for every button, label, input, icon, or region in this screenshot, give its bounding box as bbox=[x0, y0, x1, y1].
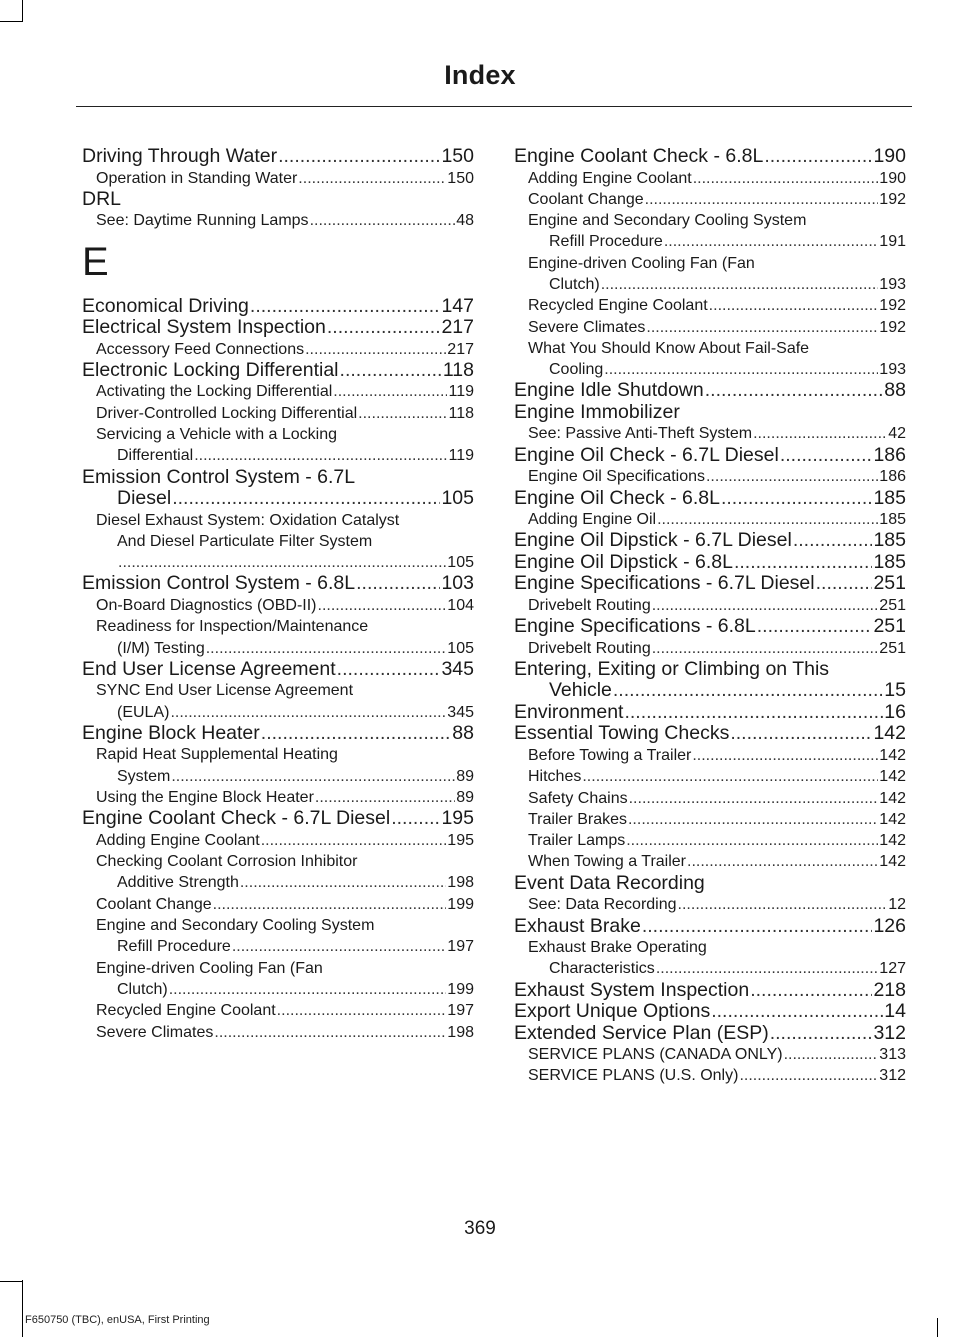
entry-page: 197 bbox=[447, 1002, 474, 1020]
index-entry bbox=[514, 466, 906, 487]
entry-text: Engine Coolant Check - 6.8L bbox=[514, 145, 764, 167]
crop-mark-bottom-left bbox=[22, 1280, 23, 1337]
index-entry bbox=[82, 1022, 474, 1043]
dot-leader bbox=[750, 980, 872, 1002]
entry-text: Safety Chains bbox=[528, 789, 628, 807]
entry-text: Engine Coolant Check - 6.7L Diesel bbox=[82, 807, 391, 830]
entry-text: SERVICE PLANS (U.S. Only) bbox=[528, 1067, 739, 1085]
index-entry: Checking Coolant Corrosion Inhibitor bbox=[96, 853, 358, 871]
entry-text: Drivebelt Routing bbox=[528, 596, 651, 614]
entry-text: Vehicle bbox=[549, 679, 612, 702]
index-entry bbox=[82, 339, 474, 360]
entry-text: Driver-Controlled Locking Differential bbox=[96, 404, 358, 422]
entry-page: 191 bbox=[879, 233, 906, 251]
footer-text: F650750 (TBC), enUSA, First Printing bbox=[25, 1314, 210, 1326]
entry-page: 185 bbox=[873, 550, 906, 573]
entry-text: Adding Engine Oil bbox=[528, 511, 657, 529]
index-entry bbox=[514, 702, 906, 724]
index-entry bbox=[514, 445, 906, 467]
entry-text: Adding Engine Coolant bbox=[528, 169, 692, 187]
section-letter: E bbox=[82, 239, 109, 284]
entry-page: 186 bbox=[873, 443, 906, 466]
index-entry bbox=[82, 936, 474, 957]
dot-leader bbox=[118, 552, 446, 573]
index-entry bbox=[514, 1023, 906, 1045]
entry-page: 251 bbox=[879, 639, 906, 657]
entry-text: (I/M) Testing bbox=[117, 639, 205, 657]
dot-leader bbox=[706, 466, 878, 487]
crop-mark-top-left bbox=[22, 0, 23, 22]
entry-page: 88 bbox=[884, 379, 906, 402]
dot-leader bbox=[340, 360, 442, 382]
entry-text: Refill Procedure bbox=[117, 938, 231, 956]
dot-leader bbox=[604, 359, 878, 380]
index-entry bbox=[514, 766, 906, 787]
crop-mark-bottom-left-h bbox=[0, 1281, 22, 1282]
entry-page: 198 bbox=[447, 1023, 474, 1041]
dot-leader bbox=[642, 916, 873, 938]
index-entry: What You Should Know About Fail-Safe bbox=[528, 339, 810, 357]
index-entry: And Diesel Particulate Filter System bbox=[117, 532, 373, 550]
entry-text: Characteristics bbox=[549, 960, 655, 978]
entry-page: 199 bbox=[447, 895, 474, 913]
index-entry bbox=[82, 638, 474, 659]
index-entry bbox=[514, 189, 906, 210]
entry-page: 142 bbox=[879, 746, 906, 764]
entry-page: 118 bbox=[448, 404, 474, 422]
dot-leader bbox=[678, 894, 888, 915]
entry-text: Recycled Engine Coolant bbox=[528, 297, 708, 315]
entry-text: Accessory Feed Connections bbox=[96, 340, 305, 358]
index-entry bbox=[514, 488, 906, 510]
index-entry bbox=[514, 894, 906, 915]
dot-leader bbox=[721, 488, 873, 510]
entry-text: Essential Towing Checks bbox=[514, 722, 730, 745]
dot-leader bbox=[652, 595, 879, 616]
index-entry bbox=[514, 573, 906, 595]
entry-page: 150 bbox=[441, 145, 474, 167]
dot-leader bbox=[327, 317, 441, 339]
index-entry bbox=[82, 808, 474, 830]
entry-text: Operation in Standing Water bbox=[96, 169, 298, 187]
entry-text: (EULA) bbox=[117, 703, 170, 721]
entry-text: Recycled Engine Coolant bbox=[96, 1002, 276, 1020]
entry-text: Emission Control System - 6.8L bbox=[82, 572, 356, 595]
index-entry bbox=[82, 381, 474, 402]
entry-page: 105 bbox=[441, 487, 474, 510]
entry-text: Severe Climates bbox=[96, 1023, 214, 1041]
entry-page: 312 bbox=[873, 1021, 906, 1044]
entry-page: 190 bbox=[873, 145, 906, 167]
index-entry: Engine-driven Cooling Fan (Fan bbox=[96, 959, 323, 977]
index-entry bbox=[82, 659, 474, 681]
entry-page: 16 bbox=[884, 700, 906, 723]
entry-page: 345 bbox=[441, 657, 474, 680]
dot-leader bbox=[277, 1000, 447, 1021]
entry-page: 127 bbox=[879, 960, 906, 978]
index-entry: SYNC End User License Agreement bbox=[96, 682, 354, 700]
dot-leader bbox=[315, 787, 455, 808]
index-entry: DRL bbox=[82, 187, 122, 210]
dot-leader bbox=[734, 552, 873, 574]
index-entry bbox=[514, 295, 906, 316]
dot-leader bbox=[646, 317, 878, 338]
index-entry: Rapid Heat Supplemental Heating bbox=[96, 746, 338, 764]
entry-page: 119 bbox=[448, 383, 474, 401]
dot-leader bbox=[171, 766, 455, 787]
entry-page: 142 bbox=[879, 810, 906, 828]
entry-text: See: Daytime Running Lamps bbox=[96, 212, 309, 230]
entry-page: 142 bbox=[879, 853, 906, 871]
entry-text: SERVICE PLANS (CANADA ONLY) bbox=[528, 1046, 783, 1064]
dot-leader bbox=[261, 723, 452, 745]
dot-leader bbox=[793, 530, 873, 552]
entry-page: 193 bbox=[879, 275, 906, 293]
index-entry bbox=[82, 146, 474, 168]
entry-page: 142 bbox=[879, 789, 906, 807]
entry-page: 142 bbox=[879, 832, 906, 850]
index-entry bbox=[82, 168, 474, 189]
index-entry bbox=[514, 380, 906, 402]
entry-text: Using the Engine Block Heater bbox=[96, 789, 314, 807]
dot-leader bbox=[624, 702, 883, 724]
entry-page: 118 bbox=[442, 358, 474, 381]
entry-page: 193 bbox=[879, 361, 906, 379]
dot-leader bbox=[337, 659, 441, 681]
entry-page: 147 bbox=[441, 294, 474, 317]
index-entry bbox=[514, 638, 906, 659]
dot-leader bbox=[169, 979, 447, 1000]
dot-leader bbox=[730, 723, 872, 745]
entry-text: Electronic Locking Differential bbox=[82, 358, 339, 381]
entry-text: Before Towing a Trailer bbox=[528, 746, 692, 764]
index-entry: Exhaust Brake Operating bbox=[528, 939, 707, 957]
entry-page: 185 bbox=[873, 529, 906, 552]
entry-text: Engine Oil Check - 6.7L Diesel bbox=[514, 443, 779, 466]
dot-leader bbox=[711, 1001, 883, 1023]
entry-text: Engine Specifications - 6.8L bbox=[514, 615, 756, 638]
index-entry: Engine-driven Cooling Fan (Fan bbox=[528, 254, 755, 272]
index-entry bbox=[514, 552, 906, 574]
entry-text: Cooling bbox=[549, 361, 604, 379]
index-entry bbox=[514, 916, 906, 938]
entry-text: Engine Block Heater bbox=[82, 721, 260, 744]
entry-page: 126 bbox=[873, 914, 906, 937]
dot-leader bbox=[305, 339, 446, 360]
index-entry bbox=[82, 872, 474, 893]
entry-page: 192 bbox=[879, 190, 906, 208]
dot-leader bbox=[613, 680, 883, 702]
dot-leader bbox=[629, 788, 879, 809]
index-entry bbox=[514, 423, 906, 444]
entry-page: 142 bbox=[873, 722, 906, 745]
dot-leader bbox=[214, 1022, 446, 1043]
entry-text: Adding Engine Coolant bbox=[96, 831, 260, 849]
entry-text: Trailer Brakes bbox=[528, 810, 627, 828]
index-entry bbox=[82, 766, 474, 787]
entry-page: 142 bbox=[879, 768, 906, 786]
entry-text: When Towing a Trailer bbox=[528, 853, 686, 871]
entry-text: Coolant Change bbox=[96, 895, 212, 913]
index-entry bbox=[514, 595, 906, 616]
dot-leader bbox=[764, 146, 872, 168]
dot-leader bbox=[770, 1023, 873, 1045]
index-entry bbox=[514, 231, 906, 252]
index-entry bbox=[82, 573, 474, 595]
index-entry bbox=[514, 745, 906, 766]
index-entry bbox=[514, 616, 906, 638]
entry-text: Exhaust System Inspection bbox=[514, 978, 750, 1001]
index-entry bbox=[82, 552, 474, 573]
entry-page: 198 bbox=[447, 874, 474, 892]
index-column-left bbox=[82, 146, 474, 1043]
dot-leader bbox=[170, 702, 446, 723]
dot-leader bbox=[626, 830, 878, 851]
entry-page: 217 bbox=[441, 316, 474, 339]
index-entry bbox=[82, 894, 474, 915]
dot-leader bbox=[601, 274, 879, 295]
entry-page: 105 bbox=[447, 639, 474, 657]
dot-leader bbox=[194, 445, 447, 466]
entry-page: 251 bbox=[873, 615, 906, 638]
dot-leader bbox=[664, 231, 878, 252]
entry-text: Diesel bbox=[117, 487, 172, 510]
index-entry bbox=[514, 830, 906, 851]
entry-text: Differential bbox=[117, 447, 194, 465]
dot-leader bbox=[240, 872, 446, 893]
index-entry bbox=[514, 851, 906, 872]
dot-leader bbox=[705, 380, 884, 402]
index-entry bbox=[82, 787, 474, 808]
entry-page: 12 bbox=[888, 896, 906, 914]
index-column-right bbox=[514, 146, 906, 1087]
index-entry bbox=[82, 702, 474, 723]
index-entry bbox=[82, 723, 474, 745]
dot-leader bbox=[278, 146, 440, 168]
dot-leader bbox=[784, 1044, 879, 1065]
entry-text: Clutch) bbox=[117, 980, 168, 998]
index-entry bbox=[82, 488, 474, 510]
index-block-e bbox=[82, 296, 474, 1043]
dot-leader bbox=[232, 936, 446, 957]
entry-page: 119 bbox=[448, 447, 474, 465]
index-entry bbox=[82, 360, 474, 382]
index-entry: Emission Control System - 6.7L bbox=[82, 465, 356, 488]
index-block-e-continued bbox=[514, 146, 906, 1087]
entry-page: 185 bbox=[879, 511, 906, 529]
index-entry bbox=[514, 359, 906, 380]
entry-page: 15 bbox=[884, 679, 906, 702]
entry-text: Export Unique Options bbox=[514, 1000, 711, 1023]
dot-leader bbox=[757, 616, 873, 638]
dot-leader bbox=[582, 766, 878, 787]
header-divider bbox=[76, 106, 912, 107]
dot-leader bbox=[628, 809, 878, 830]
entry-text: Activating the Locking Differential bbox=[96, 383, 333, 401]
entry-text: End User License Agreement bbox=[82, 657, 336, 680]
dot-leader bbox=[652, 638, 879, 659]
index-entry: Event Data Recording bbox=[514, 871, 705, 894]
entry-text: Drivebelt Routing bbox=[528, 639, 651, 657]
dot-leader bbox=[709, 295, 879, 316]
dot-leader bbox=[213, 894, 447, 915]
index-entry bbox=[514, 530, 906, 552]
entry-text: Engine Idle Shutdown bbox=[514, 379, 704, 402]
index-entry bbox=[514, 788, 906, 809]
dot-leader bbox=[298, 168, 446, 189]
index-entry: Diesel Exhaust System: Oxidation Catalyst bbox=[96, 511, 400, 529]
entry-page: 14 bbox=[884, 1000, 906, 1023]
index-entry bbox=[514, 168, 906, 189]
entry-text: Refill Procedure bbox=[549, 233, 663, 251]
entry-text: Environment bbox=[514, 700, 624, 723]
entry-page: 218 bbox=[873, 978, 906, 1001]
index-entry bbox=[82, 979, 474, 1000]
entry-text: See: Passive Anti-Theft System bbox=[528, 425, 753, 443]
index-entry bbox=[514, 317, 906, 338]
dot-leader bbox=[739, 1065, 878, 1086]
dot-leader bbox=[391, 808, 440, 830]
index-entry bbox=[514, 1065, 906, 1086]
index-entry bbox=[514, 274, 906, 295]
entry-text: Exhaust Brake bbox=[514, 914, 641, 937]
index-entry bbox=[514, 1044, 906, 1065]
entry-text: See: Data Recording bbox=[528, 896, 677, 914]
entry-page: 251 bbox=[879, 596, 906, 614]
entry-text: Clutch) bbox=[549, 275, 600, 293]
dot-leader bbox=[692, 745, 878, 766]
dot-leader bbox=[753, 423, 887, 444]
entry-text: Hitches bbox=[528, 768, 582, 786]
dot-leader bbox=[687, 851, 878, 872]
dot-leader bbox=[358, 403, 447, 424]
dot-leader bbox=[333, 381, 447, 402]
entry-text: Driving Through Water bbox=[82, 145, 278, 167]
index-block-d bbox=[82, 146, 474, 232]
entry-text: Engine Oil Dipstick - 6.7L Diesel bbox=[514, 529, 792, 552]
entry-page: 42 bbox=[888, 425, 906, 443]
dot-leader bbox=[206, 638, 447, 659]
entry-page: 89 bbox=[456, 789, 474, 807]
entry-page: 192 bbox=[879, 318, 906, 336]
entry-page: 88 bbox=[452, 721, 474, 744]
index-entry bbox=[82, 1000, 474, 1021]
index-entry bbox=[514, 509, 906, 530]
index-entry bbox=[82, 317, 474, 339]
entry-page: 48 bbox=[456, 212, 474, 230]
page-title: Index bbox=[444, 60, 516, 90]
entry-page: 105 bbox=[447, 554, 474, 572]
entry-text: Engine Oil Check - 6.8L bbox=[514, 486, 720, 509]
entry-page: 89 bbox=[456, 767, 474, 785]
entry-text: On-Board Diagnostics (OBD-II) bbox=[96, 596, 317, 614]
entry-page: 197 bbox=[447, 938, 474, 956]
index-entry bbox=[82, 296, 474, 318]
dot-leader bbox=[318, 595, 447, 616]
index-entry bbox=[514, 958, 906, 979]
dot-leader bbox=[693, 168, 879, 189]
entry-page: 345 bbox=[447, 703, 474, 721]
entry-page: 103 bbox=[441, 572, 474, 595]
index-entry: Engine and Secondary Cooling System bbox=[96, 917, 375, 935]
index-entry bbox=[514, 723, 906, 745]
index-entry: Engine and Secondary Cooling System bbox=[528, 212, 807, 230]
dot-leader bbox=[657, 509, 878, 530]
dot-leader bbox=[261, 830, 447, 851]
dot-leader bbox=[172, 488, 440, 510]
index-entry: Engine Immobilizer bbox=[514, 400, 680, 423]
dot-leader bbox=[780, 445, 873, 467]
entry-page: 192 bbox=[879, 297, 906, 315]
dot-leader bbox=[250, 296, 441, 318]
dot-leader bbox=[356, 573, 440, 595]
dot-leader bbox=[816, 573, 873, 595]
entry-page: 217 bbox=[447, 340, 474, 358]
entry-page: 313 bbox=[879, 1046, 906, 1064]
crop-mark-bottom-right bbox=[937, 1318, 938, 1337]
index-entry: Readiness for Inspection/Maintenance bbox=[96, 618, 369, 636]
index-entry bbox=[82, 403, 474, 424]
index-entry bbox=[514, 809, 906, 830]
entry-page: 195 bbox=[447, 831, 474, 849]
entry-text: Extended Service Plan (ESP) bbox=[514, 1021, 769, 1044]
index-entry bbox=[82, 210, 474, 231]
entry-text: Coolant Change bbox=[528, 190, 644, 208]
entry-text: Engine Oil Specifications bbox=[528, 468, 705, 486]
entry-text: Engine Oil Dipstick - 6.8L bbox=[514, 550, 733, 573]
index-entry bbox=[514, 1001, 906, 1023]
index-entry bbox=[82, 830, 474, 851]
entry-page: 186 bbox=[879, 468, 906, 486]
entry-text: Electrical System Inspection bbox=[82, 316, 326, 339]
index-entry bbox=[82, 445, 474, 466]
entry-page: 251 bbox=[873, 572, 906, 595]
entry-page: 199 bbox=[447, 980, 474, 998]
entry-text: Engine Specifications - 6.7L Diesel bbox=[514, 572, 815, 595]
entry-page: 150 bbox=[447, 169, 474, 187]
entry-page: 104 bbox=[447, 596, 474, 614]
entry-text: Economical Driving bbox=[82, 294, 249, 317]
dot-leader bbox=[645, 189, 879, 210]
dot-leader bbox=[656, 958, 878, 979]
entry-text: Trailer Lamps bbox=[528, 832, 626, 850]
crop-mark-top-left-h bbox=[0, 21, 22, 22]
index-entry: Entering, Exiting or Climbing on This bbox=[514, 657, 830, 680]
entry-page: 190 bbox=[879, 169, 906, 187]
page-number: 369 bbox=[464, 1218, 496, 1239]
entry-page: 185 bbox=[873, 486, 906, 509]
dot-leader bbox=[310, 210, 456, 231]
index-entry bbox=[514, 680, 906, 702]
entry-text: Additive Strength bbox=[117, 874, 239, 892]
entry-text: System bbox=[117, 767, 171, 785]
entry-page: 312 bbox=[879, 1067, 906, 1085]
index-entry bbox=[514, 980, 906, 1002]
entry-page: 195 bbox=[441, 807, 474, 830]
index-entry bbox=[82, 595, 474, 616]
index-entry: Servicing a Vehicle with a Locking bbox=[96, 425, 338, 443]
index-entry bbox=[514, 146, 906, 168]
entry-text: Severe Climates bbox=[528, 318, 646, 336]
